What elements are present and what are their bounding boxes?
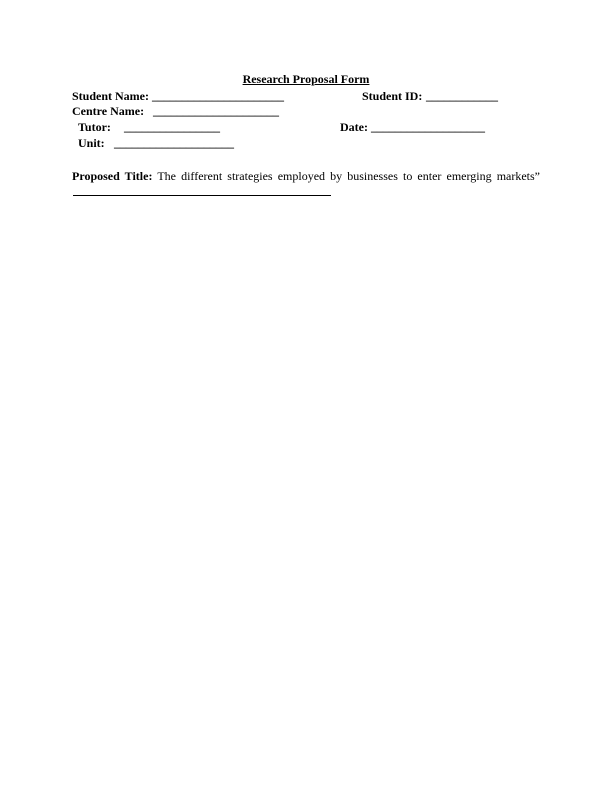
student-name-label: Student Name: (72, 89, 149, 103)
centre-name-label: Centre Name: (72, 104, 145, 118)
unit-field[interactable]: ____________________ (114, 136, 234, 150)
proposed-title-underline (73, 184, 331, 196)
date-label: Date: (340, 120, 368, 134)
centre-name-field[interactable]: _____________________ (153, 104, 279, 118)
date-field[interactable]: ___________________ (371, 120, 485, 134)
form-title: Research Proposal Form (242, 72, 370, 86)
proposed-title-text: The different strategies employed by businesses to enter emerging markets” (157, 169, 541, 183)
student-id-label: Student ID: (362, 89, 423, 103)
proposed-title-label: Proposed Title: (72, 169, 153, 183)
student-name-field[interactable]: ______________________ (152, 89, 284, 103)
student-id-field[interactable]: ____________ (426, 89, 498, 103)
proposed-title-paragraph (72, 168, 540, 200)
tutor-label: Tutor: (78, 120, 111, 134)
unit-label: Unit: (78, 136, 105, 150)
tutor-field[interactable]: ________________ (124, 120, 220, 134)
